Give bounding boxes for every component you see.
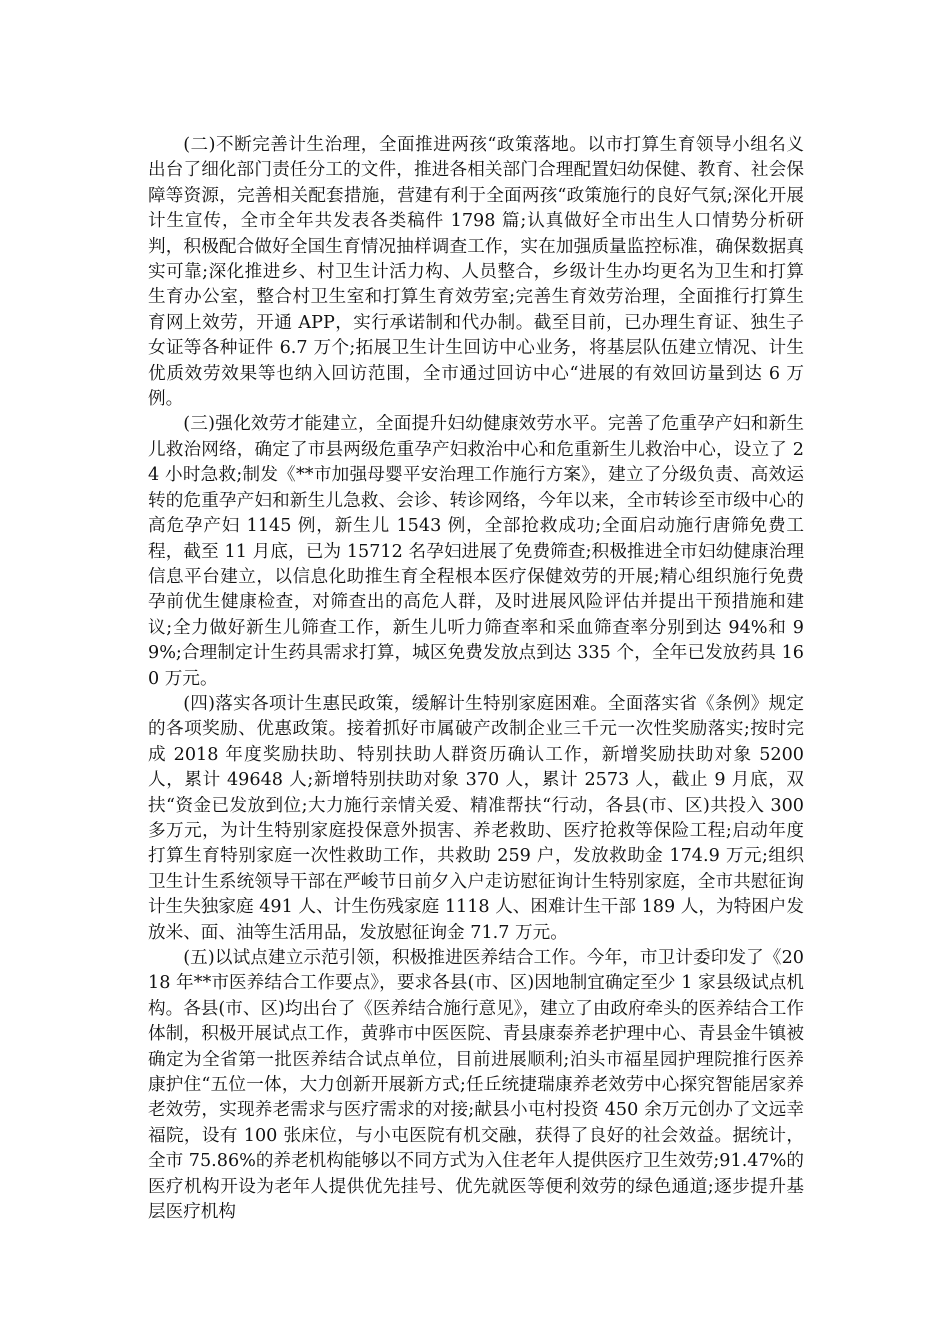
document-body (148, 133, 804, 1225)
paragraph-2: (二)不断完善计生治理，全面推进两孩“政策落地。以市打算生育领导小组名义出台了细化部门责任分工的文件，推进各相关部门合理配置妇幼保健、教育、社会保障等资源，完善相关配套措施，营建有利于全面两孩“政策施行的良好气氛;深化开展计生宣传，全市全年共发表各类稿件 1798 篇;认真做好全市出生人口情势分析研判，积极配合做好全国生育情况抽样调查工作，实在加强质量监控标准，确保数据真实可靠;深化推进乡、村卫生计活力构、人员整合，乡级计生办均更名为卫生和打算生育办公室，整合村卫生室和打算生育效劳室;完善生育效劳治理，全面推行打算生育网上效劳，开通 APP，实行承诺制和代办制。截至目前，已办理生育证、独生子女证等各种证件 6.7 万个;拓展卫生计生回访中心业务，将基层队伍建立情况、计生优质效劳效果等也纳入回访范围，全市通过回访中心“进展的有效回访量到达 6 万例。 (148, 135, 804, 410)
paragraph-3: (三)强化效劳才能建立，全面提升妇幼健康效劳水平。完善了危重孕产妇和新生儿救治网络，确定了市县两级危重孕产妇救治中心和危重新生儿救治中心，设立了 24 小时急救;制发《**市加强母婴平安治理工作施行方案》，建立了分级负责、高效运转的危重孕产妇和新生儿急救、会诊、转诊网络，今年以来，全市转诊至市级中心的高危孕产妇 1145 例，新生儿 1543 例，全部抢救成功;全面启动施行唐筛免费工程，截至 11 月底，已为 15712 名孕妇进展了免费筛查;积极推进全市妇幼健康治理信息平台建立，以信息化助推生育全程根本医疗保健效劳的开展;精心组织施行免费孕前优生健康检查，对筛查出的高危人群，及时进展风险评估并提出干预措施和建议;全力做好新生儿筛查工作，新生儿听力筛查率和采血筛查率分别到达 94%和 99%;合理制定计生药具需求打算，城区免费发放点到达 335 个，全年已发放药具 160 万元。 (148, 414, 804, 689)
paragraph-4: (四)落实各项计生惠民政策，缓解计生特别家庭困难。全面落实省《条例》规定的各项奖励、优惠政策。接着抓好市属破产改制企业三千元一次性奖励落实;按时完成 2018 年度奖励扶助、特别扶助人群资历确认工作，新增奖励扶助对象 5200 人，累计 49648 人;新增特别扶助对象 370 人，累计 2573 人，截止 9 月底，双扶“资金已发放到位;大力施行亲情关爱、精准帮扶“行动，各县(市、区)共投入 300 多万元，为计生特别家庭投保意外损害、养老救助、医疗抢救等保险工程;启动年度打算生育特别家庭一次性救助工作，共救助 259 户，发放救助金 174.9 万元;组织卫生计生系统领导干部在严峻节日前夕入户走访慰征询计生特别家庭，全市共慰征询计生失独家庭 491 人、计生伤残家庭 1118 人、困难计生干部 189 人，为特困户发放米、面、油等生活用品，发放慰征询金 71.7 万元。 (148, 693, 804, 943)
paragraph-5: (五)以试点建立示范引领，积极推进医养结合工作。今年，市卫计委印发了《2018 年**市医养结合工作要点》，要求各县(市、区)因地制宜确定至少 1 家县级试点机构。各县(市、区)均出台了《医养结合施行意见》，建立了由政府牵头的医养结合工作体制，积极开展试点工作，黄骅市中医医院、青县康泰养老护理中心、青县金牛镇被确定为全省第一批医养结合试点单位，目前进展顺利;泊头市福星园护理院推行医养康护住“五位一体，大力创新开展新方式;任丘统捷瑞康养老效劳中心探究智能居家养老效劳，实现养老需求与医疗需求的对接;献县小屯村投资 450 余万元创办了文远幸福院，设有 100 张床位，与小屯医院有机交融，获得了良好的社会效益。据统计，全市 75.86%的养老机构能够以不同方式为入住老年人提供医疗卫生效劳;91.47%的医疗机构开设为老年人提供优先挂号、优先就医等便利效劳的绿色通道;逐步提升基层医疗机构 (148, 948, 804, 1223)
